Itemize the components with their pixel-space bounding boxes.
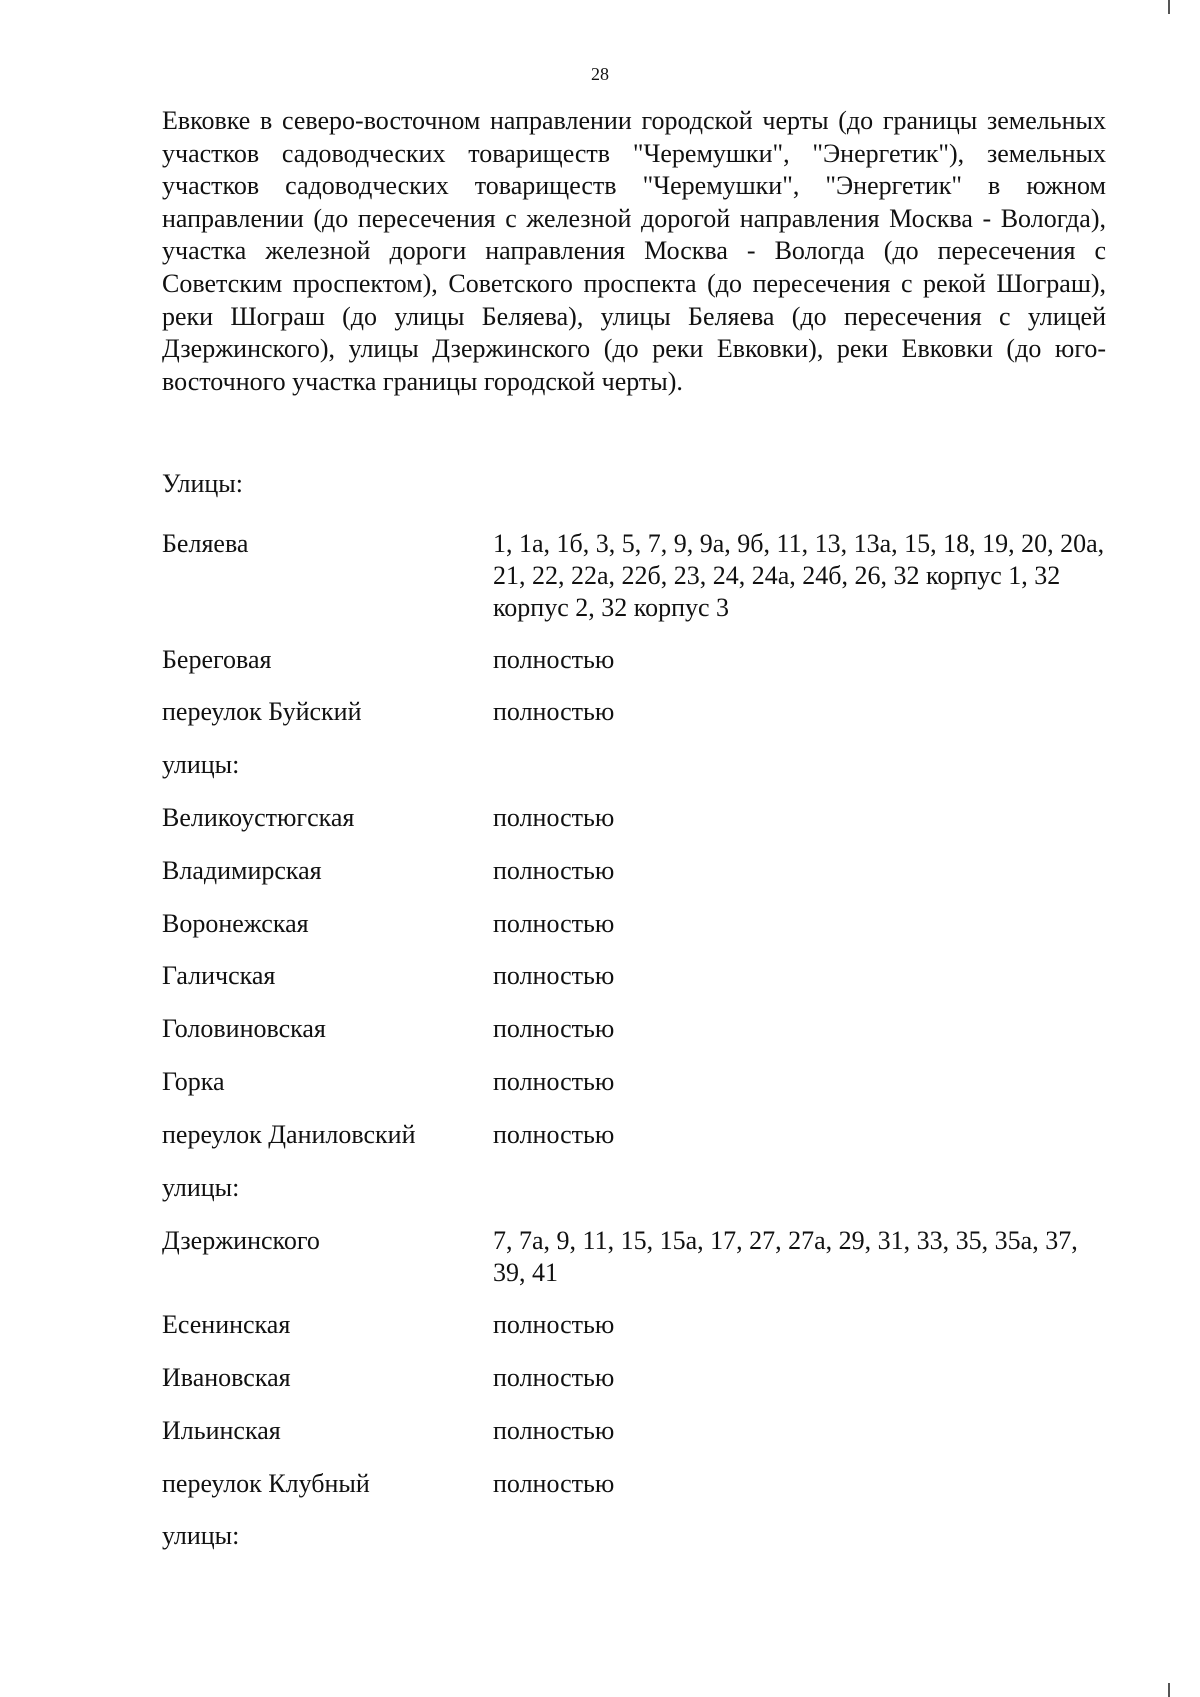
street-name: Великоустюгская [162,803,355,832]
street-name: Ивановская [162,1363,291,1392]
street-name: Горка [162,1067,225,1096]
street-houses: полностью [493,1014,615,1043]
street-houses: полностью [493,697,615,726]
street-houses: полностью [493,1120,615,1149]
street-name: Беляева [162,529,249,558]
intro-paragraph: Евковке в северо-восточном направлении городской черты (до границы земельных участков садоводческих товариществ "Черемушки", "Энергетик"), земельных участков садоводческих товариществ "Черемушки", "Энергетик" в южном направлении (до пересечения с железной дорогой направления Москва - Вологда), участка железной дороги направления Москва - Вологда (до пересечения с Советским проспектом), Советского проспекта (до пересечения с рекой Шограш), реки Шограш (до улицы Беляева), улицы Беляева (до пересечения с улицей Дзержинского), улицы Дзержинского (до реки Евковки), реки Евковки (до юго-восточного участка границы городской черты). [162,106,1106,396]
street-houses: полностью [493,803,615,832]
street-name: Владимирская [162,856,322,885]
street-houses: полностью [493,1067,615,1096]
street-houses: полностью [493,856,615,885]
street-houses: полностью [493,909,615,938]
street-name: Улицы: [162,469,243,498]
street-name: Воронежская [162,909,309,938]
street-name: улицы: [162,1173,240,1202]
street-houses: полностью [493,1416,615,1445]
street-houses: полностью [493,961,615,990]
street-name: Есенинская [162,1310,291,1339]
street-name: улицы: [162,750,240,779]
page-number: 28 [591,64,609,84]
street-name: переулок Даниловский [162,1120,416,1149]
street-name: Головиновская [162,1014,326,1043]
scan-mark-top-right [1168,0,1170,14]
street-name: переулок Клубный [162,1469,370,1498]
street-name: Дзержинского [162,1226,320,1255]
street-houses: 7, 7а, 9, 11, 15, 15а, 17, 27, 27а, 29, 31, 33, 35, 35а, 37, 39, 41 [493,1226,1078,1287]
scan-mark-bottom-right [1168,1683,1170,1697]
street-name: переулок Буйский [162,697,362,726]
street-name: Ильинская [162,1416,281,1445]
street-name: Галичская [162,961,276,990]
street-name: улицы: [162,1521,240,1550]
street-houses: 1, 1а, 1б, 3, 5, 7, 9, 9а, 9б, 11, 13, 13а, 15, 18, 19, 20, 20а, 21, 22, 22а, 22б, 23, 24, 24а, 24б, 26, 32 корпус 1, 32 корпус 2, 32 корпус 3 [493,529,1105,622]
street-houses: полностью [493,645,615,674]
street-houses: полностью [493,1469,615,1498]
street-name: Береговая [162,645,272,674]
street-houses: полностью [493,1363,615,1392]
street-houses: полностью [493,1310,615,1339]
